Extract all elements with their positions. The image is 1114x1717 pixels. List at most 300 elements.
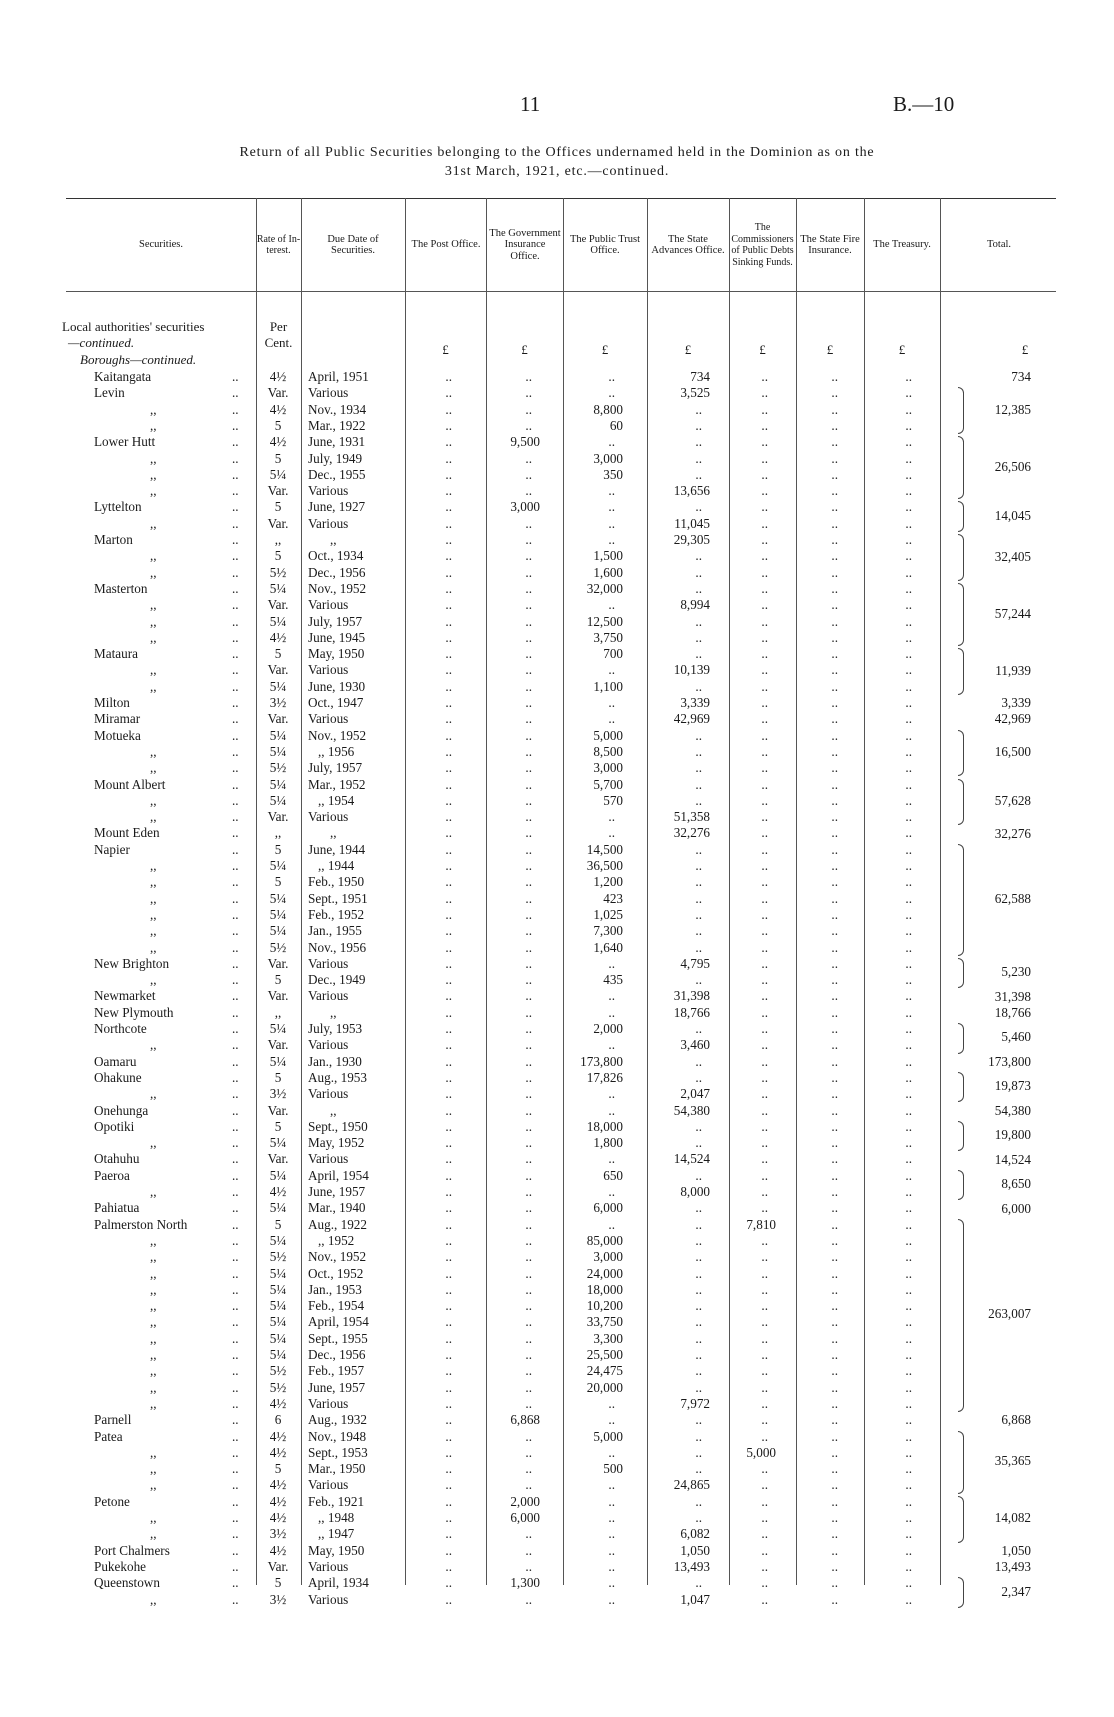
- due-date: Various: [308, 1591, 349, 1607]
- security-name: Palmerston North: [94, 1216, 188, 1232]
- cell-state: ..: [695, 890, 702, 906]
- cell-post: ..: [445, 1216, 452, 1232]
- cell-state: ..: [695, 1135, 702, 1151]
- cell-trust: 6,000: [593, 1200, 623, 1216]
- cell-trust: ..: [608, 1102, 615, 1118]
- cell-trust: ..: [608, 1184, 615, 1199]
- cell-fire: ..: [831, 1004, 838, 1020]
- cell-comm: ..: [761, 401, 768, 417]
- interest-rate: 5: [274, 1575, 282, 1591]
- cell-gov: ..: [525, 1379, 532, 1395]
- cell-fire: ..: [831, 1510, 838, 1525]
- cell-trust: 435: [603, 972, 623, 988]
- cell-state: ..: [695, 499, 702, 515]
- interest-rate: 5¼: [269, 613, 287, 629]
- table-row: [0, 1494, 1114, 1510]
- cell-state: 18,766: [673, 1004, 710, 1020]
- interest-rate: Var.: [267, 1102, 289, 1118]
- security-name: ,,: [150, 613, 157, 629]
- cell-treas: ..: [905, 646, 912, 662]
- interest-rate: 3½: [269, 695, 287, 710]
- cell-comm: ..: [761, 1412, 768, 1428]
- cell-state: ..: [695, 841, 702, 857]
- cell-fire: ..: [831, 1249, 838, 1265]
- due-date: Various: [308, 1395, 349, 1411]
- cell-post: ..: [445, 906, 452, 922]
- cell-treas: ..: [905, 825, 912, 841]
- cell-fire: ..: [831, 711, 838, 727]
- cell-state: 8,000: [680, 1184, 710, 1199]
- cell-post: ..: [445, 532, 452, 547]
- cell-trust: ..: [608, 1395, 615, 1411]
- cell-state: ..: [695, 1363, 702, 1379]
- cell-comm: ..: [761, 1575, 768, 1591]
- row-total: 19,800: [994, 1127, 1031, 1143]
- cell-state: ..: [695, 939, 702, 955]
- cell-comm: ..: [761, 564, 768, 580]
- cell-fire: ..: [831, 466, 838, 482]
- cell-treas: ..: [905, 1021, 912, 1036]
- cell-state: ..: [695, 1200, 702, 1216]
- cell-fire: ..: [831, 1347, 838, 1362]
- cell-gov: ..: [525, 1249, 532, 1265]
- interest-rate: 5¼: [269, 1265, 287, 1281]
- cell-treas: ..: [905, 1477, 912, 1493]
- cell-treas: ..: [905, 466, 912, 482]
- col-header-state-fire: The State Fire Insurance.: [800, 233, 860, 256]
- name-leader: ..: [232, 629, 239, 645]
- total-brace: [958, 1577, 964, 1608]
- due-date: Various: [308, 1037, 349, 1053]
- cell-comm: ..: [761, 1542, 768, 1558]
- cell-fire: ..: [831, 483, 838, 499]
- interest-rate: Var.: [267, 809, 289, 825]
- table-row: [0, 646, 1114, 662]
- cell-comm: ..: [761, 1184, 768, 1199]
- cell-post: ..: [445, 1493, 452, 1509]
- cell-post: ..: [445, 1037, 452, 1053]
- cell-post: ..: [445, 1510, 452, 1525]
- name-leader: ..: [232, 580, 239, 596]
- cell-trust: ..: [608, 1542, 615, 1558]
- cell-gov: ..: [525, 1477, 532, 1493]
- name-leader: ..: [232, 1591, 239, 1607]
- security-name: Queenstown: [94, 1575, 160, 1591]
- cell-fire: ..: [831, 874, 838, 890]
- cell-post: ..: [445, 1118, 452, 1134]
- row-total: 32,405: [994, 548, 1031, 564]
- interest-rate: 5¼: [269, 580, 287, 596]
- name-leader: ..: [232, 841, 239, 857]
- due-date: June, 1944: [308, 841, 366, 857]
- interest-rate: 3½: [269, 1526, 287, 1542]
- cell-state: 54,380: [673, 1102, 710, 1118]
- security-name: Ohakune: [94, 1069, 142, 1085]
- row-total: 42,969: [994, 711, 1031, 727]
- rate-unit-cent: Cent.: [264, 335, 293, 350]
- row-total: 14,524: [994, 1151, 1031, 1167]
- cell-trust: 3,000: [593, 1249, 623, 1265]
- cell-gov: ..: [525, 385, 532, 401]
- security-name: ,,: [150, 1037, 157, 1053]
- table-row: [0, 516, 1114, 532]
- cell-comm: ..: [761, 385, 768, 401]
- cell-state: 3,339: [680, 695, 710, 710]
- col-header-sinking-funds: The Commissioners of Public Debts Sinking Funds.: [731, 222, 794, 268]
- name-leader: ..: [232, 760, 239, 776]
- cell-treas: ..: [905, 483, 912, 499]
- security-name: Marton: [94, 532, 133, 547]
- cell-trust: 3,000: [593, 450, 623, 466]
- table-row: [0, 499, 1114, 515]
- cell-treas: ..: [905, 1542, 912, 1558]
- cell-gov: ..: [525, 809, 532, 825]
- col-header-securities: Securities.: [138, 239, 184, 251]
- row-total: 14,045: [994, 507, 1031, 523]
- cell-state: ..: [695, 1216, 702, 1232]
- security-name: ,,: [150, 1314, 157, 1330]
- cell-treas: ..: [905, 1167, 912, 1183]
- interest-rate: 5½: [269, 1249, 287, 1265]
- name-leader: ..: [232, 1428, 239, 1444]
- cell-post: ..: [445, 1363, 452, 1379]
- cell-treas: ..: [905, 417, 912, 433]
- table-row: [0, 1037, 1114, 1053]
- interest-rate: 5¼: [269, 1330, 287, 1346]
- interest-rate: 5: [274, 1118, 282, 1134]
- cell-comm: ..: [761, 1200, 768, 1216]
- cell-fire: ..: [831, 401, 838, 417]
- name-leader: ..: [232, 1477, 239, 1493]
- cell-gov: ..: [525, 417, 532, 433]
- name-leader: ..: [232, 1412, 239, 1428]
- name-leader: ..: [232, 711, 239, 727]
- cell-post: ..: [445, 988, 452, 1004]
- cell-comm: 5,000: [746, 1444, 776, 1460]
- cell-fire: ..: [831, 1069, 838, 1085]
- cell-trust: ..: [608, 1444, 615, 1460]
- cell-fire: ..: [831, 1526, 838, 1542]
- row-total: 18,766: [994, 1004, 1031, 1020]
- total-brace: [958, 958, 964, 989]
- cell-fire: ..: [831, 597, 838, 613]
- due-date: April, 1951: [308, 369, 369, 384]
- security-name: Miramar: [94, 711, 141, 727]
- cell-gov: ..: [525, 874, 532, 890]
- due-date: Oct., 1947: [308, 695, 364, 710]
- title-line-1: Return of all Public Securities belonging to the Offices undernamed held in the Dominion as on the: [239, 145, 875, 160]
- cell-treas: ..: [905, 1004, 912, 1020]
- due-date: Jan., 1930: [308, 1053, 362, 1069]
- cell-comm: ..: [761, 1461, 768, 1477]
- cell-comm: ..: [761, 483, 768, 499]
- interest-rate: 5: [274, 646, 282, 662]
- cell-fire: ..: [831, 792, 838, 808]
- name-leader: ..: [232, 743, 239, 759]
- name-leader: ..: [232, 1444, 239, 1460]
- name-leader: ..: [232, 417, 239, 433]
- cell-post: ..: [445, 483, 452, 499]
- cell-trust: ..: [608, 1086, 615, 1102]
- security-name: ,,: [150, 1510, 157, 1525]
- name-leader: ..: [232, 1265, 239, 1281]
- table-row: [0, 532, 1114, 548]
- unit-gov-insurance: £: [521, 342, 528, 357]
- cell-comm: ..: [761, 939, 768, 955]
- cell-state: ..: [695, 629, 702, 645]
- cell-gov: ..: [525, 1363, 532, 1379]
- security-name: ,,: [150, 1135, 157, 1151]
- security-name: ,,: [150, 662, 157, 678]
- due-date: Dec., 1955: [308, 466, 366, 482]
- security-name: Motueka: [94, 727, 141, 743]
- cell-post: ..: [445, 1086, 452, 1102]
- row-total: 1,050: [1001, 1542, 1031, 1558]
- cell-gov: ..: [525, 580, 532, 596]
- security-name: ,,: [150, 1477, 157, 1493]
- cell-post: ..: [445, 1102, 452, 1118]
- due-date: June, 1957: [308, 1379, 366, 1395]
- cell-trust: 1,600: [593, 564, 623, 580]
- table-row: [0, 1119, 1114, 1135]
- cell-treas: ..: [905, 792, 912, 808]
- name-leader: ..: [232, 678, 239, 694]
- security-name: Northcote: [94, 1021, 147, 1036]
- cell-state: ..: [695, 1347, 702, 1362]
- due-date: ,,: [330, 532, 337, 547]
- security-name: Levin: [94, 385, 125, 401]
- cell-state: 8,994: [680, 597, 710, 613]
- security-name: ,,: [150, 548, 157, 564]
- title-line-2: 31st March, 1921, etc.—continued.: [444, 164, 670, 179]
- due-date: Feb., 1954: [308, 1298, 365, 1314]
- cell-state: ..: [695, 906, 702, 922]
- cell-state: 1,050: [680, 1542, 710, 1558]
- due-date: Mar., 1940: [308, 1200, 366, 1216]
- cell-comm: ..: [761, 1379, 768, 1395]
- cell-fire: ..: [831, 678, 838, 694]
- cell-comm: ..: [761, 1493, 768, 1509]
- cell-treas: ..: [905, 1037, 912, 1053]
- cell-fire: ..: [831, 1184, 838, 1199]
- cell-comm: ..: [761, 711, 768, 727]
- cell-trust: 5,700: [593, 776, 623, 792]
- cell-trust: ..: [608, 434, 615, 450]
- cell-post: ..: [445, 1200, 452, 1216]
- total-brace: [958, 436, 964, 499]
- table-row: [0, 842, 1114, 858]
- total-brace: [958, 1072, 964, 1103]
- cell-comm: ..: [761, 1510, 768, 1525]
- cell-treas: ..: [905, 841, 912, 857]
- cell-state: ..: [695, 1461, 702, 1477]
- cell-state: ..: [695, 450, 702, 466]
- cell-treas: ..: [905, 727, 912, 743]
- cell-comm: ..: [761, 646, 768, 662]
- cell-state: 734: [690, 369, 710, 384]
- cell-trust: 10,200: [586, 1298, 623, 1314]
- cell-trust: ..: [608, 1591, 615, 1607]
- due-date: Jan., 1953: [308, 1281, 362, 1297]
- row-total: 11,939: [995, 662, 1031, 678]
- cell-gov: ..: [525, 858, 532, 873]
- security-name: ,,: [150, 1363, 157, 1379]
- table-row: [0, 630, 1114, 646]
- cell-trust: 18,000: [586, 1118, 623, 1134]
- cell-comm: ..: [761, 809, 768, 825]
- document-reference: B.—10: [893, 92, 955, 116]
- security-name: ,,: [150, 417, 157, 433]
- name-leader: ..: [232, 1216, 239, 1232]
- cell-trust: 570: [603, 792, 623, 808]
- col-header-post-office: The Post Office.: [411, 239, 481, 251]
- cell-gov: ..: [525, 1184, 532, 1199]
- security-name: ,,: [150, 1444, 157, 1460]
- name-leader: ..: [232, 825, 239, 841]
- cell-trust: ..: [608, 1004, 615, 1020]
- unit-treasury: £: [898, 342, 906, 357]
- interest-rate: 4½: [269, 1542, 287, 1558]
- cell-state: 14,524: [673, 1151, 710, 1167]
- name-leader: ..: [232, 1102, 239, 1118]
- cell-treas: ..: [905, 1298, 912, 1314]
- interest-rate: 4½: [269, 1184, 287, 1199]
- security-name: ,,: [150, 809, 157, 825]
- due-date: Mar., 1922: [308, 417, 366, 433]
- cell-fire: ..: [831, 646, 838, 662]
- due-date: ,,: [330, 1102, 337, 1118]
- cell-treas: ..: [905, 499, 912, 515]
- name-leader: ..: [232, 1021, 239, 1036]
- cell-state: ..: [695, 1298, 702, 1314]
- interest-rate: 5: [274, 1069, 282, 1085]
- cell-comm: ..: [761, 760, 768, 776]
- cell-trust: 1,200: [593, 874, 623, 890]
- total-brace: [958, 1496, 964, 1543]
- name-leader: ..: [232, 988, 239, 1004]
- interest-rate: 5¼: [269, 1281, 287, 1297]
- due-date: Aug., 1932: [308, 1412, 367, 1428]
- table-row: [0, 1445, 1114, 1461]
- cell-comm: ..: [761, 1298, 768, 1314]
- subsection-heading: Boroughs—continued.: [80, 352, 197, 367]
- security-name: ,,: [150, 858, 157, 873]
- security-name: Petone: [94, 1493, 130, 1509]
- due-date: Nov., 1948: [308, 1428, 367, 1444]
- security-name: ,,: [150, 466, 157, 482]
- table-row: [0, 1396, 1114, 1412]
- cell-fire: ..: [831, 1461, 838, 1477]
- cell-fire: ..: [831, 988, 838, 1004]
- row-total: 16,500: [994, 744, 1031, 760]
- cell-state: 10,139: [673, 662, 710, 678]
- cell-comm: ..: [761, 1591, 768, 1607]
- name-leader: ..: [232, 1232, 239, 1248]
- security-name: Paeroa: [94, 1167, 130, 1183]
- cell-post: ..: [445, 1281, 452, 1297]
- cell-post: ..: [445, 1167, 452, 1183]
- cell-fire: ..: [831, 809, 838, 825]
- interest-rate: Var.: [267, 1037, 289, 1053]
- cell-treas: ..: [905, 1118, 912, 1134]
- name-leader: ..: [232, 1249, 239, 1265]
- name-leader: ..: [232, 1461, 239, 1477]
- cell-state: 3,460: [680, 1037, 710, 1053]
- interest-rate: 5¼: [269, 1314, 287, 1330]
- cell-fire: ..: [831, 499, 838, 515]
- cell-comm: ..: [761, 629, 768, 645]
- interest-rate: 5¼: [269, 906, 287, 922]
- security-name: ,,: [150, 743, 157, 759]
- table-row: [0, 581, 1114, 597]
- cell-trust: 350: [603, 466, 623, 482]
- cell-comm: ..: [761, 1314, 768, 1330]
- cell-treas: ..: [905, 1379, 912, 1395]
- table-row: [0, 809, 1114, 825]
- security-name: ,,: [150, 1265, 157, 1281]
- cell-trust: ..: [608, 1575, 615, 1591]
- due-date: Mar., 1952: [308, 776, 366, 792]
- name-leader: ..: [232, 532, 239, 547]
- cell-treas: ..: [905, 580, 912, 596]
- due-date: April, 1934: [308, 1575, 369, 1591]
- table-row: [0, 891, 1114, 907]
- cell-comm: ..: [761, 1477, 768, 1493]
- cell-trust: 1,640: [593, 939, 623, 955]
- row-total: 31,398: [994, 988, 1031, 1004]
- cell-trust: ..: [608, 695, 615, 710]
- cell-treas: ..: [905, 1249, 912, 1265]
- cell-comm: ..: [761, 1021, 768, 1036]
- cell-post: ..: [445, 1053, 452, 1069]
- interest-rate: 4½: [269, 1444, 287, 1460]
- cell-trust: 18,000: [586, 1281, 623, 1297]
- name-leader: ..: [232, 1558, 239, 1574]
- cell-trust: 3,300: [593, 1330, 623, 1346]
- cell-comm: ..: [761, 906, 768, 922]
- name-leader: ..: [232, 1493, 239, 1509]
- cell-trust: ..: [608, 1558, 615, 1574]
- cell-comm: ..: [761, 1232, 768, 1248]
- cell-fire: ..: [831, 1216, 838, 1232]
- total-brace: [958, 1219, 964, 1413]
- security-name: ,,: [150, 972, 157, 988]
- due-date: Various: [308, 1086, 349, 1102]
- cell-post: ..: [445, 1477, 452, 1493]
- due-date: Nov., 1956: [308, 939, 367, 955]
- cell-post: ..: [445, 597, 452, 613]
- security-name: Onehunga: [94, 1102, 149, 1118]
- name-leader: ..: [232, 646, 239, 662]
- interest-rate: 5¼: [269, 776, 287, 792]
- cell-fire: ..: [831, 890, 838, 906]
- interest-rate: 3½: [269, 1086, 287, 1102]
- cell-state: ..: [695, 1232, 702, 1248]
- table-row: [0, 972, 1114, 988]
- interest-rate: 5¼: [269, 1167, 287, 1183]
- interest-rate: Var.: [267, 988, 289, 1004]
- cell-gov: ..: [525, 890, 532, 906]
- cell-treas: ..: [905, 1184, 912, 1199]
- col-header-public-trust: The Public Trust Office.: [569, 233, 640, 256]
- cell-trust: ..: [608, 597, 615, 613]
- cell-post: ..: [445, 1184, 452, 1199]
- cell-state: ..: [695, 1281, 702, 1297]
- name-leader: ..: [232, 450, 239, 466]
- cell-gov: 2,000: [510, 1493, 540, 1509]
- table-row: [0, 728, 1114, 744]
- name-leader: ..: [232, 1298, 239, 1314]
